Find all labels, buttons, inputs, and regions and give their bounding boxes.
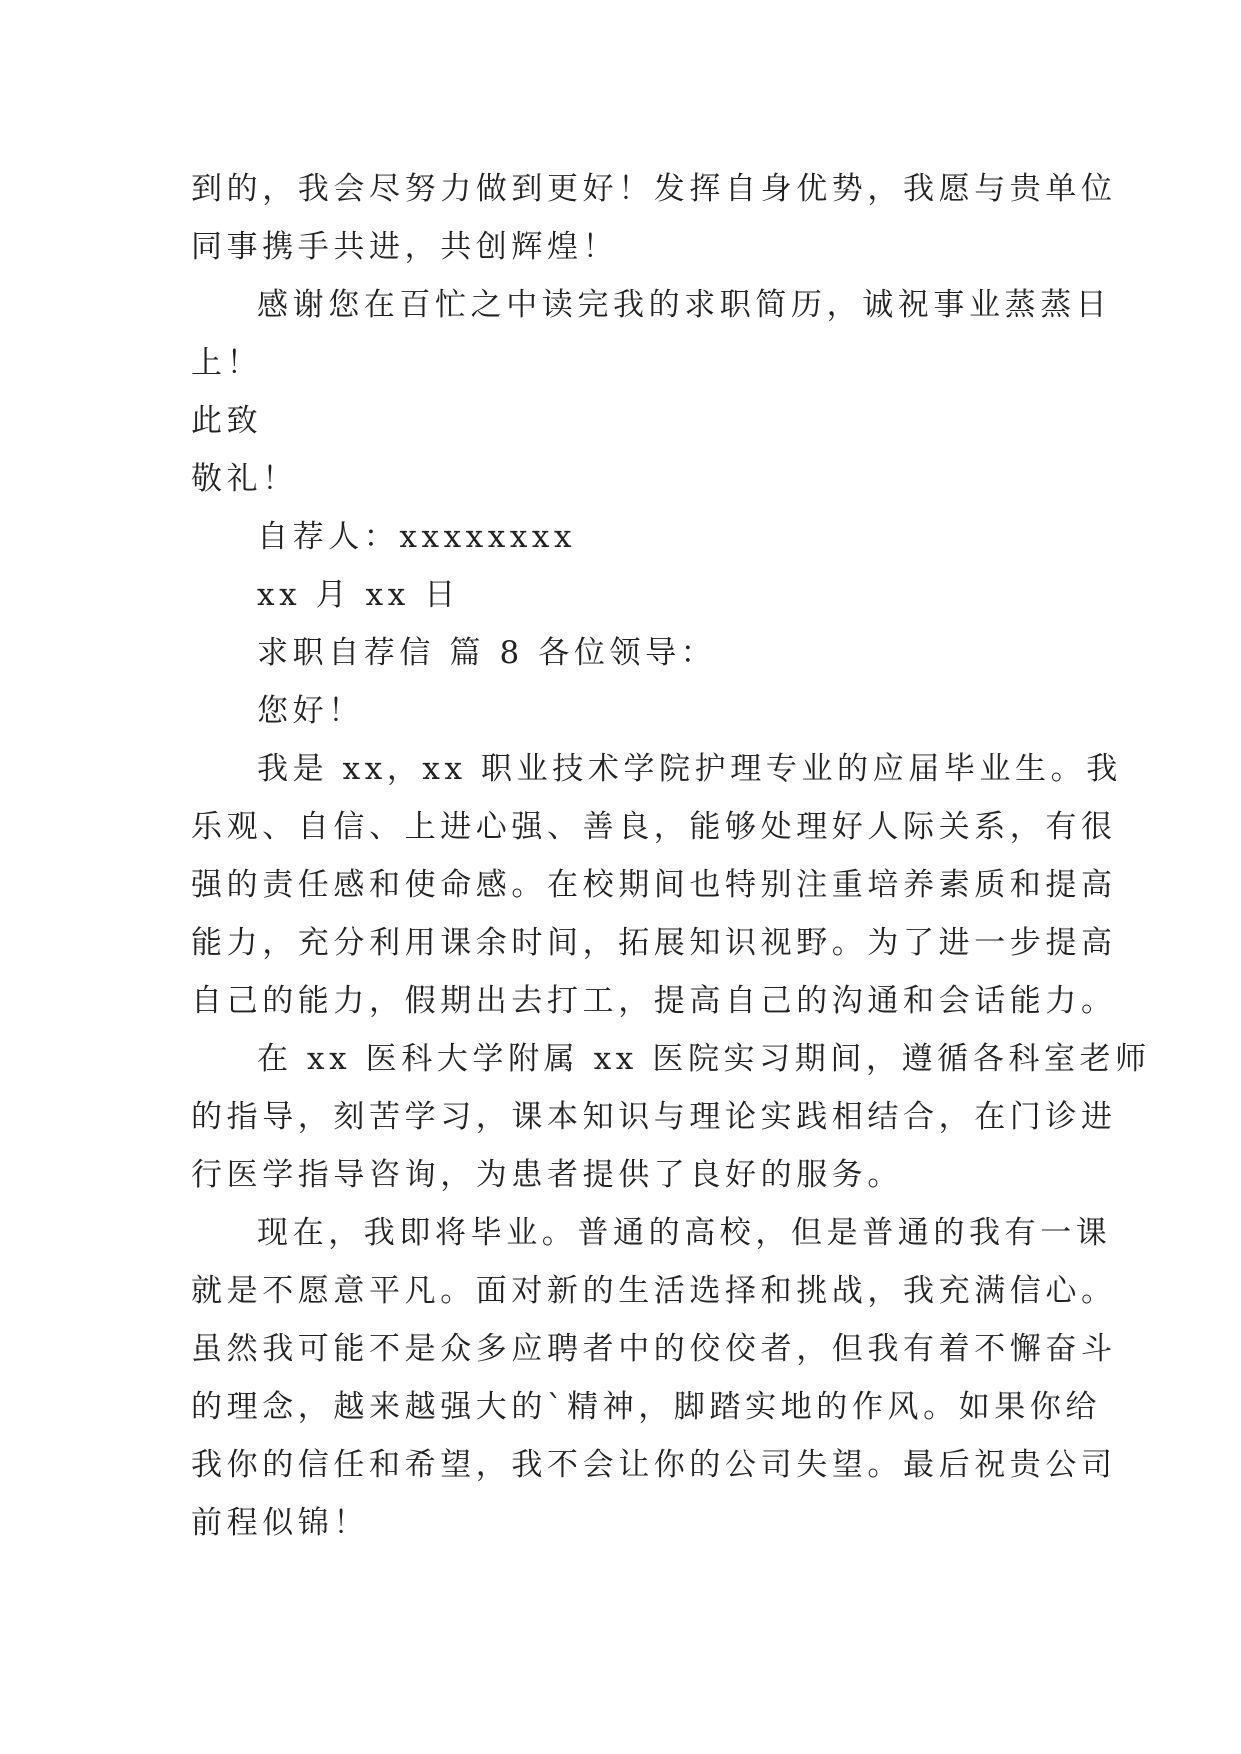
text-line: 虽然我可能不是众多应聘者中的佼佼者，但我有着不懈奋斗 (191, 1331, 1117, 1367)
signature-line: 自荐人：xxxxxxxx (257, 519, 577, 555)
text-line: 行医学指导咨询，为患者提供了良好的服务。 (191, 1157, 903, 1193)
text-line: 我你的信任和希望，我不会让你的公司失望。最后祝贵公司 (191, 1447, 1117, 1483)
text-line: 感谢您在百忙之中读完我的求职简历，诚祝事业蒸蒸日 (257, 287, 1112, 323)
text-line: 自己的能力，假期出去打工，提高自己的沟通和会话能力。 (191, 983, 1117, 1019)
text-line: 同事携手共进，共创辉煌！ (191, 229, 619, 265)
date-line: xx 月 xx 日 (257, 577, 460, 613)
text-line: 的理念，越来越强大的`精神，脚踏实地的作风。如果你给 (191, 1389, 1102, 1425)
text-line: 乐观、自信、上进心强、善良，能够处理好人际关系，有很 (191, 809, 1117, 845)
closing-regards: 敬礼！ (191, 461, 298, 497)
section-heading: 求职自荐信 篇 8 各位领导： (257, 635, 717, 671)
text-line: 到的，我会尽努力做到更好！发挥自身优势，我愿与贵单位 (191, 171, 1117, 207)
text-line: 的指导，刻苦学习，课本知识与理论实践相结合，在门诊进 (191, 1099, 1117, 1135)
text-line: 现在，我即将毕业。普通的高校，但是普通的我有一课 (257, 1215, 1112, 1251)
text-line: 上！ (191, 345, 263, 381)
text-line: 在 xx 医科大学附属 xx 医院实习期间，遵循各科室老师 (257, 1041, 1151, 1077)
text-line: 强的责任感和使命感。在校期间也特别注重培养素质和提高 (191, 867, 1117, 903)
greeting-line: 您好！ (257, 693, 364, 729)
text-line: 能力，充分利用课余时间，拓展知识视野。为了进一步提高 (191, 925, 1117, 961)
text-line: 就是不愿意平凡。面对新的生活选择和挑战，我充满信心。 (191, 1273, 1117, 1309)
closing-salutation: 此致 (191, 403, 263, 439)
letter-body (191, 160, 1151, 1552)
text-line: 我是 xx，xx 职业技术学院护理专业的应届毕业生。我 (257, 751, 1122, 787)
text-line: 前程似锦！ (191, 1505, 369, 1541)
